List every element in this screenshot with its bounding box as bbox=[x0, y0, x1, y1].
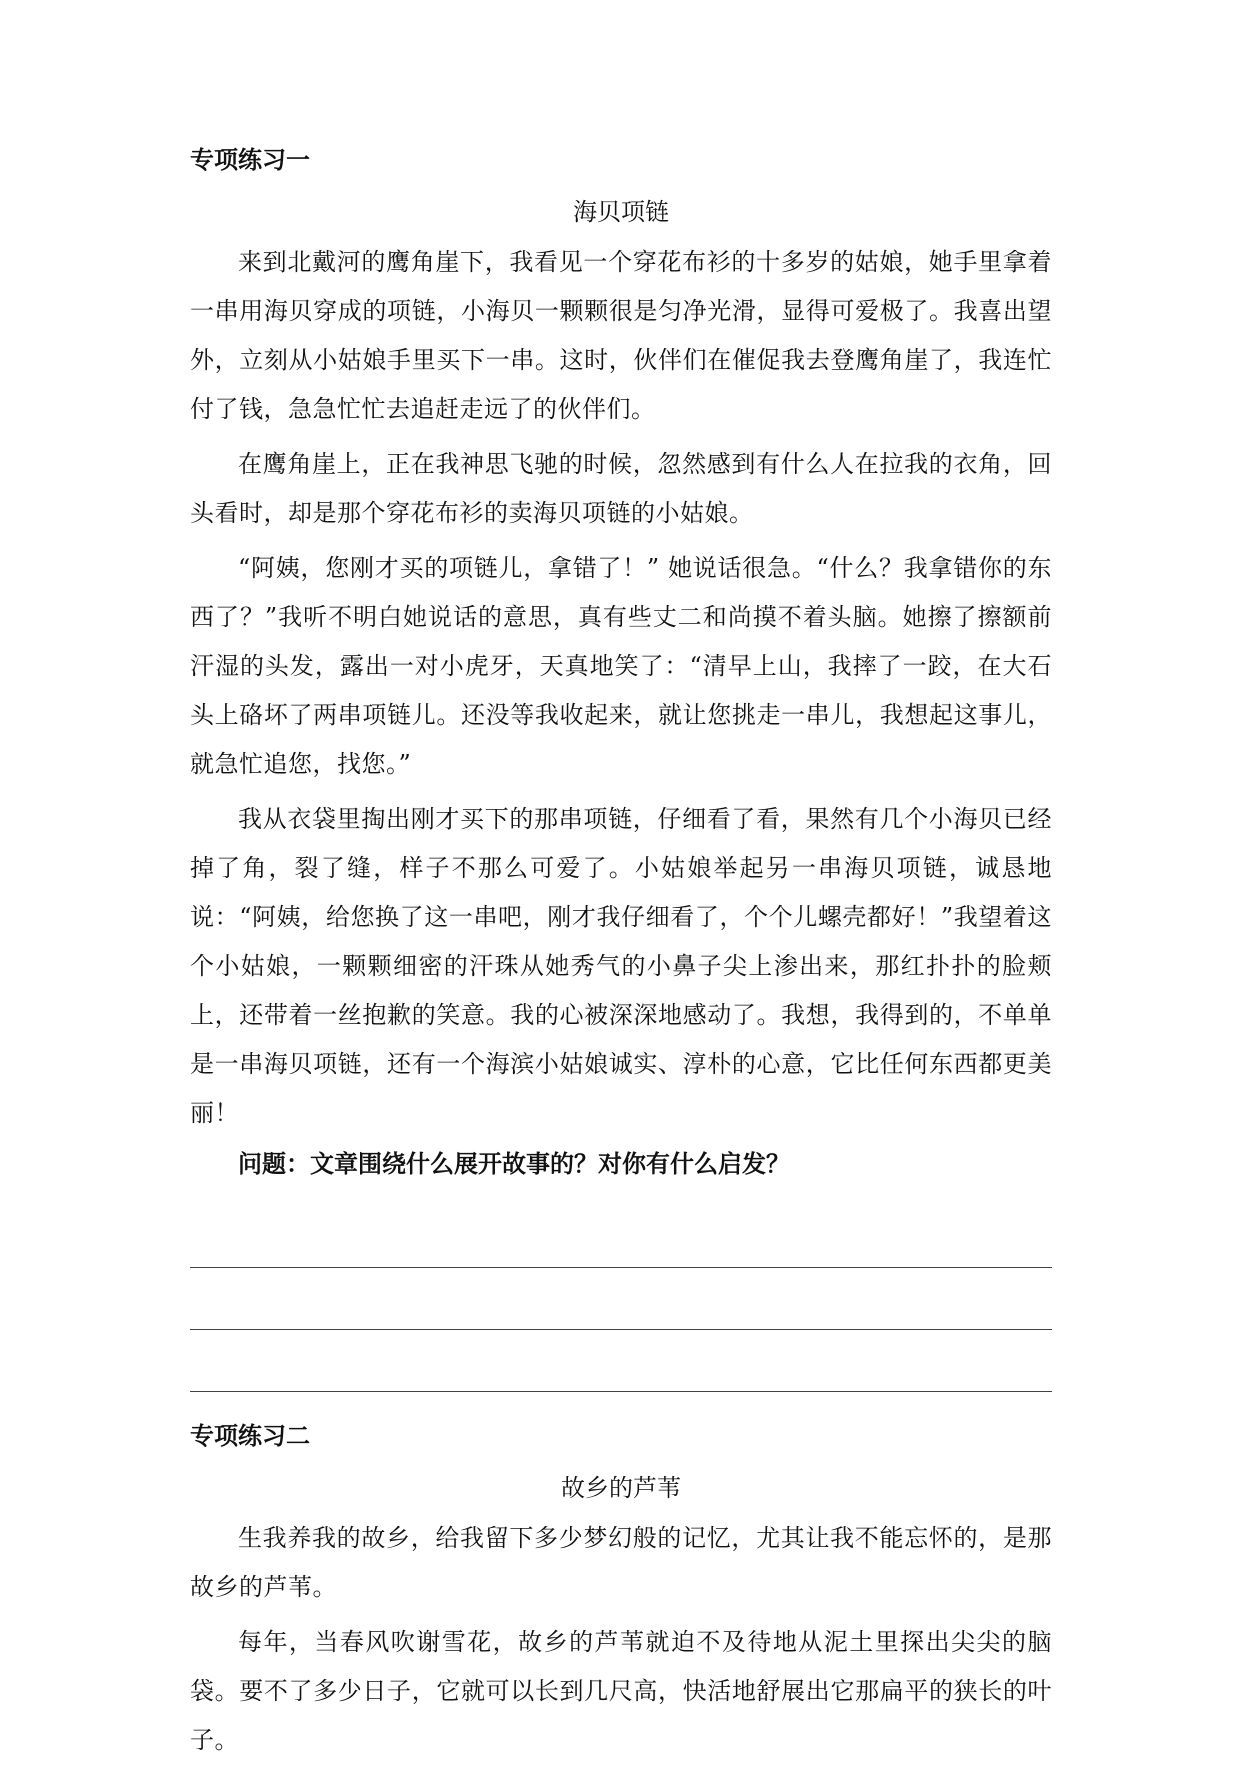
answer-line[interactable] bbox=[190, 1206, 1052, 1268]
paragraph: 生我养我的故乡，给我留下多少梦幻般的记忆，尤其让我不能忘怀的，是那故乡的芦苇。 bbox=[190, 1524, 1052, 1601]
exercise-one bbox=[190, 140, 1052, 1392]
paragraph: 我从衣袋里掏出刚才买下的那串项链，仔细看了看，果然有几个小海贝已经掉了角，裂了缝，样子不那么可爱了。小姑娘举起另一串海贝项链，诚恳地说：“阿姨，给您换了这一串吧，刚才我仔细看了，个个儿螺壳都好！”我望着这个小姑娘，一颗颗细密的汗珠从她秀气的小鼻子尖上渗出来，那红扑扑的脸颊上，还带着一丝抱歉的笑意。我的心被深深地感动了。我想，我得到的，不单单是一串海贝项链，还有一个海滨小姑娘诚实、淳朴的心意，它比任何东西都更美丽！ bbox=[190, 805, 1052, 1127]
document-page bbox=[190, 140, 1052, 1771]
question-text: 问题：文章围绕什么展开故事的？对你有什么启发？ bbox=[238, 1150, 790, 1178]
paragraph: 来到北戴河的鹰角崖下，我看见一个穿花布衫的十多岁的姑娘，她手里拿着一串用海贝穿成的项链，小海贝一颗颗很是匀净光滑，显得可爱极了。我喜出望外，立刻从小姑娘手里买下一串。这时，伙伴们在催促我去登鹰角崖了，我连忙付了钱，急急忙忙去追赶走远了的伙伴们。 bbox=[190, 248, 1052, 423]
answer-line[interactable] bbox=[190, 1268, 1052, 1330]
story-title-seashell-necklace: 海贝项链 bbox=[573, 198, 669, 226]
paragraph: 每年，当春风吹谢雪花，故乡的芦苇就迫不及待地从泥土里探出尖尖的脑袋。要不了多少日子，它就可以长到几尺高，快活地舒展出它那扁平的狭长的叶子。 bbox=[190, 1628, 1052, 1754]
answer-lines bbox=[190, 1206, 1052, 1392]
exercise-two-heading: 专项练习二 bbox=[190, 1422, 310, 1450]
paragraph: “阿姨，您刚才买的项链儿，拿错了！” 她说话很急。“什么？我拿错你的东西了？”我听不明白她说话的意思，真有些丈二和尚摸不着头脑。她擦了擦额前汗湿的头发，露出一对小虎牙，天真地笑了：“清早上山，我摔了一跤，在大石头上硌坏了两串项链儿。还没等我收起来，就让您挑走一串儿，我想起这事儿，就急忙追您，找您。” bbox=[190, 554, 1052, 778]
paragraph: 在鹰角崖上，正在我神思飞驰的时候，忽然感到有什么人在拉我的衣角，回头看时，却是那个穿花布衫的卖海贝项链的小姑娘。 bbox=[190, 450, 1052, 527]
exercise-two bbox=[190, 1416, 1052, 1765]
answer-line[interactable] bbox=[190, 1330, 1052, 1392]
story-title-hometown-reeds: 故乡的芦苇 bbox=[561, 1474, 681, 1502]
exercise-one-heading: 专项练习一 bbox=[190, 146, 310, 174]
